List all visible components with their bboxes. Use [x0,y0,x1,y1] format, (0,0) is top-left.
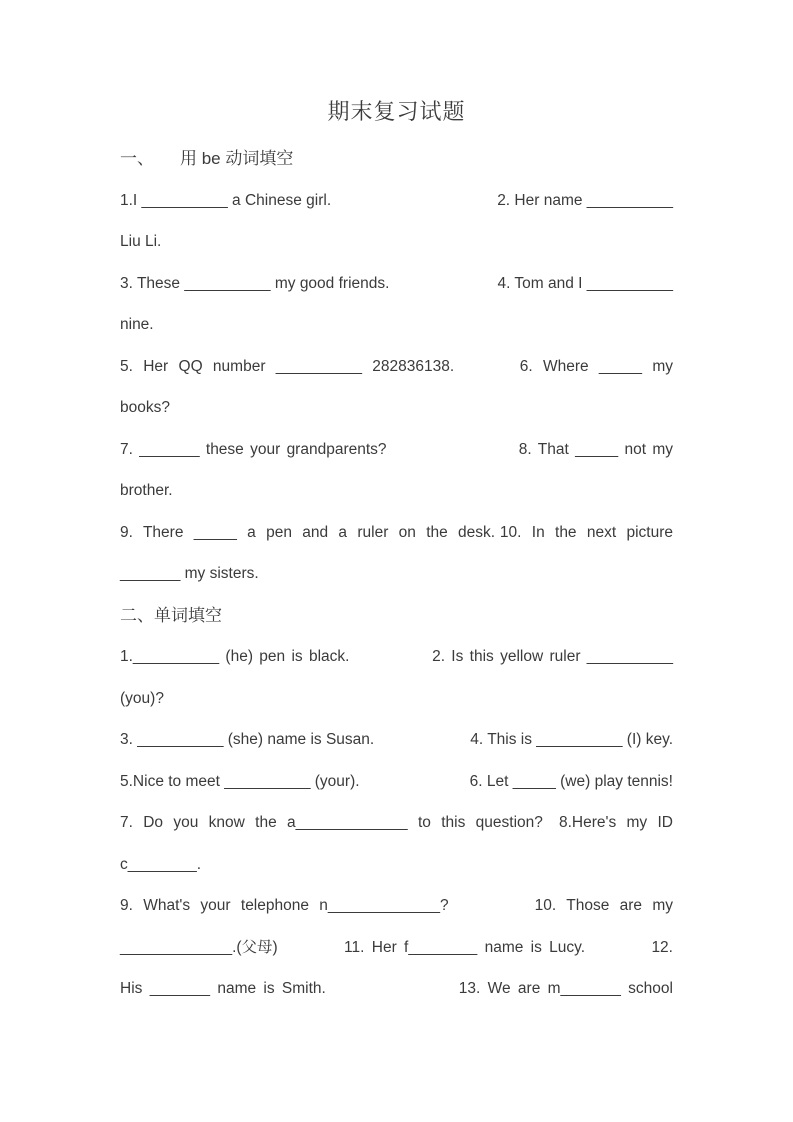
question-line [120,927,673,969]
question-line [120,346,673,388]
question-line [120,221,673,263]
question-segment: 11. Her f________ name is Lucy. [344,938,586,956]
question-segment: 2. Her name __________ [497,191,673,209]
question-segment: 5. Her QQ number __________ 282836138. [120,357,455,375]
question-line [120,470,673,512]
question-segment: 3. __________ (she) name is Susan. [120,731,375,748]
question-line [120,844,673,886]
section-2-heading [120,595,673,637]
question-line [120,429,673,471]
section-1-heading-label: 用 be 动词填空 [180,149,294,168]
question-segment: brother. [120,482,173,499]
question-line [120,304,673,346]
question-segment: 6. Where _____ my [519,357,673,375]
question-line [120,885,673,927]
question-segment: _____________.(父母) [120,938,278,956]
question-line [120,719,673,761]
question-line [120,180,673,222]
section-1-heading-marker: 一、 [120,149,154,168]
question-segment: nine. [120,316,154,333]
question-segment: His _______ name is Smith. [120,980,326,997]
question-segment: 9. There _____ a pen and a ruler on the desk. [120,523,496,541]
question-segment: 1.I __________ a Chinese girl. [120,191,332,209]
question-segment: 7. Do you know the a_____________ to this question? [120,814,543,831]
section-2-heading-label: 单词填空 [154,605,222,625]
question-line [120,678,673,720]
question-line [120,387,673,429]
question-segment: 8. That _____ not my [518,440,673,458]
question-segment: Liu Li. [120,233,162,250]
question-segment: 10. In the next picture [499,523,673,541]
question-line [120,968,673,1010]
question-segment: 5.Nice to meet __________ (your). [120,772,360,790]
question-segment: books? [120,399,170,416]
section-1-heading [120,138,673,180]
question-segment: 4. Tom and I __________ [497,274,673,292]
question-segment: (you)? [120,689,164,707]
question-line [120,802,673,844]
question-segment: 9. What's your telephone n_____________? [120,897,449,914]
doc-title: 期末复习试题 [327,99,466,124]
question-line [120,553,673,595]
question-segment: 3. These __________ my good friends. [120,274,390,292]
question-segment: c________. [120,855,202,873]
question-segment: 4. This is __________ (I) key. [470,731,673,748]
question-segment: 13. We are m_______ school [458,980,673,997]
question-segment: 7. _______ these your grandparents? [120,440,387,458]
section-2-heading-marker: 二、 [120,605,154,625]
question-line [120,636,673,678]
question-segment: 1.__________ (he) pen is black. [120,648,350,665]
question-line [120,512,673,554]
question-segment: 6. Let _____ (we) play tennis! [469,772,673,790]
question-segment: 12. [651,938,673,956]
question-segment: 2. Is this yellow ruler __________ [432,648,673,665]
question-segment: 10. Those are my [534,897,673,914]
question-segment: _______ my sisters. [120,565,259,582]
question-line [120,263,673,305]
question-segment: 8.Here's my ID [558,814,673,831]
question-line [120,761,673,803]
